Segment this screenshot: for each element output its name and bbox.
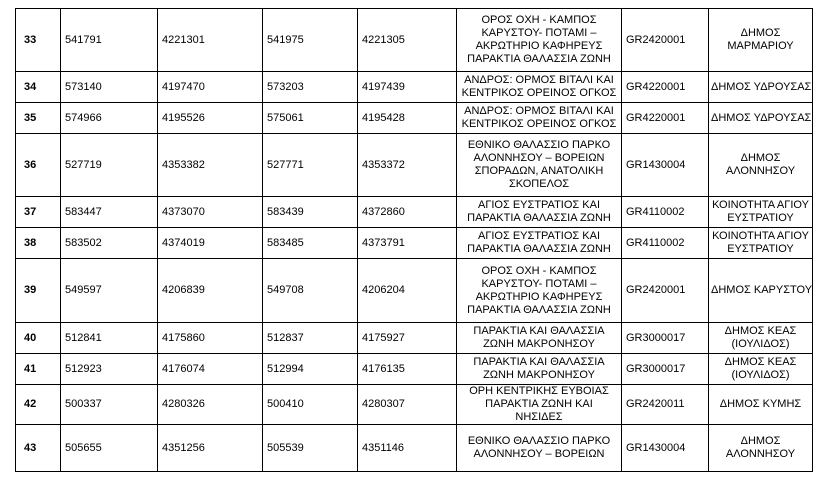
- y-coordinate-2: 4175927: [358, 323, 457, 354]
- table-row: [16, 103, 813, 134]
- y-coordinate-1: 4351256: [158, 425, 263, 472]
- protected-area-name-line: ΣΠΟΡΑΔΩΝ, ΑΝΑΤΟΛΙΚΗ: [474, 165, 604, 177]
- x-coordinate-1: 573140: [61, 72, 158, 103]
- municipality: [709, 425, 813, 472]
- x-coordinate-1: 512923: [61, 354, 158, 385]
- protected-area-name-line: ΚΕΝΤΡΙΚΟΣ ΟΡΕΙΝΟΣ ΟΓΚΟΣ: [461, 118, 617, 130]
- y-coordinate-2: 4197439: [358, 72, 457, 103]
- municipality-line: ΜΑΡΜΑΡΙΟΥ: [727, 40, 794, 52]
- x-coordinate-1: 549597: [61, 259, 158, 323]
- municipality-line: ΕΥΣΤΡΑΤΙΟΥ: [727, 243, 794, 255]
- municipality-line: ΔΗΜΟΣ ΚΑΡΥΣΤΟΥ: [711, 284, 813, 296]
- municipality-line: (ΙΟΥΛΙΔΟΣ): [731, 338, 790, 350]
- protected-area-name-line: ΠΑΡΑΚΤΙΑ ΘΑΛΑΣΣΙΑ ΖΩΝΗ: [467, 243, 611, 255]
- y-coordinate-2: 4206204: [358, 259, 457, 323]
- y-coordinate-1: 4373070: [158, 197, 263, 228]
- y-coordinate-2: 4351146: [358, 425, 457, 472]
- y-coordinate-1: 4197470: [158, 72, 263, 103]
- x-coordinate-1: 583502: [61, 228, 158, 259]
- protected-area-name-line: ΠΑΡΑΚΤΙΑ ΖΩΝΗ ΚΑΙ: [485, 398, 593, 410]
- protected-area-name-line: ΠΑΡΑΚΤΙΑ ΚΑΙ ΘΑΛΑΣΣΙΑ: [473, 356, 605, 368]
- protected-area-name-line: ΑΚΡΩΤΗΡΙΟ ΚΑΦΗΡΕΥΣ: [475, 40, 603, 52]
- row-number: 42: [16, 385, 61, 425]
- table-row: [16, 323, 813, 354]
- site-code: GR3000017: [622, 323, 709, 354]
- y-coordinate-1: 4206839: [158, 259, 263, 323]
- municipality: [709, 259, 813, 323]
- protected-area-name-line: ΠΑΡΑΚΤΙΑ ΘΑΛΑΣΣΙΑ ΖΩΝΗ: [467, 303, 611, 316]
- protected-area-name: [457, 228, 622, 259]
- municipality-line: ΚΟΙΝΟΤΗΤΑ ΑΓΙΟΥ: [712, 230, 809, 242]
- site-code: GR3000017: [622, 354, 709, 385]
- table-row: [16, 385, 813, 425]
- protected-area-name-line: ΟΡΟΣ ΟΧΗ - ΚΑΜΠΟΣ: [481, 14, 597, 26]
- protected-area-name-line: ΖΩΝΗ ΜΑΚΡΟΝΗΣΟΥ: [483, 369, 595, 381]
- y-coordinate-2: 4195428: [358, 103, 457, 134]
- protected-area-name-line: ΚΑΡΥΣΤΟΥ- ΠΟΤΑΜΙ –: [481, 27, 597, 39]
- x-coordinate-2: 583439: [263, 197, 358, 228]
- protected-area-name-line: ΑΛΟΝΝΗΣΟΥ – ΒΟΡΕΙΩΝ: [473, 448, 605, 460]
- protected-area-name-line: ΠΑΡΑΚΤΙΑ ΚΑΙ ΘΑΛΑΣΣΙΑ: [473, 325, 605, 337]
- protected-area-name: [457, 103, 622, 134]
- table-row: [16, 134, 813, 197]
- row-number: 35: [16, 103, 61, 134]
- municipality: [709, 72, 813, 103]
- site-code: GR4220001: [622, 72, 709, 103]
- site-code: GR2420001: [622, 259, 709, 323]
- y-coordinate-2: 4372860: [358, 197, 457, 228]
- y-coordinate-2: 4373791: [358, 228, 457, 259]
- x-coordinate-2: 575061: [263, 103, 358, 134]
- x-coordinate-1: 527719: [61, 134, 158, 197]
- y-coordinate-1: 4176074: [158, 354, 263, 385]
- x-coordinate-2: 505539: [263, 425, 358, 472]
- x-coordinate-2: 500410: [263, 385, 358, 425]
- y-coordinate-2: 4280307: [358, 385, 457, 425]
- municipality-line: ΔΗΜΟΣ ΥΔΡΟΥΣΑΣ: [711, 111, 812, 124]
- x-coordinate-2: 541975: [263, 9, 358, 72]
- municipality-line: ΔΗΜΟΣ ΚΕΑΣ: [724, 356, 797, 368]
- municipality: [709, 228, 813, 259]
- x-coordinate-1: 583447: [61, 197, 158, 228]
- protected-area-name-line: ΕΘΝΙΚΟ ΘΑΛΑΣΣΙΟ ΠΑΡΚΟ: [467, 139, 611, 151]
- protected-area-name-line: ΑΝΔΡΟΣ: ΟΡΜΟΣ ΒΙΤΑΛΙ ΚΑΙ: [464, 74, 614, 86]
- x-coordinate-2: 512837: [263, 323, 358, 354]
- x-coordinate-2: 512994: [263, 354, 358, 385]
- x-coordinate-2: 549708: [263, 259, 358, 323]
- municipality-line: ΔΗΜΟΣ ΚΥΜΗΣ: [719, 398, 802, 410]
- protected-area-name-line: ΑΚΡΩΤΗΡΙΟ ΚΑΦΗΡΕΥΣ: [475, 290, 603, 303]
- site-code: GR2420001: [622, 9, 709, 72]
- table-row: [16, 228, 813, 259]
- protected-area-name: [457, 259, 622, 323]
- protected-area-name-line: ΚΑΡΥΣΤΟΥ- ΠΟΤΑΜΙ –: [481, 277, 597, 290]
- row-number: 41: [16, 354, 61, 385]
- municipality-line: ΑΛΟΝΝΗΣΟΥ: [725, 448, 796, 460]
- municipality-line: ΕΥΣΤΡΑΤΙΟΥ: [727, 212, 794, 224]
- protected-area-name-line: ΑΓΙΟΣ ΕΥΣΤΡΑΤΙΟΣ ΚΑΙ: [477, 230, 600, 242]
- site-code: GR4110002: [622, 197, 709, 228]
- y-coordinate-2: 4176135: [358, 354, 457, 385]
- coordinates-table: [15, 8, 813, 472]
- site-code: GR1430004: [622, 134, 709, 197]
- municipality-line: ΑΛΟΝΝΗΣΟΥ: [725, 165, 796, 177]
- table-row: [16, 9, 813, 72]
- protected-area-name-line: ΕΘΝΙΚΟ ΘΑΛΑΣΣΙΟ ΠΑΡΚΟ: [467, 435, 611, 447]
- x-coordinate-1: 505655: [61, 425, 158, 472]
- y-coordinate-1: 4195526: [158, 103, 263, 134]
- x-coordinate-2: 573203: [263, 72, 358, 103]
- table-row: [16, 354, 813, 385]
- protected-area-name: [457, 385, 622, 425]
- site-code: GR4220001: [622, 103, 709, 134]
- protected-area-name-line: ΠΑΡΑΚΤΙΑ ΘΑΛΑΣΣΙΑ ΖΩΝΗ: [467, 212, 611, 224]
- municipality-line: (ΙΟΥΛΙΔΟΣ): [731, 369, 790, 381]
- protected-area-name: [457, 323, 622, 354]
- municipality: [709, 197, 813, 228]
- protected-area-name: [457, 9, 622, 72]
- protected-area-name-line: ΝΗΣΙΔΕΣ: [515, 411, 563, 423]
- row-number: 38: [16, 228, 61, 259]
- municipality: [709, 354, 813, 385]
- municipality-line: ΔΗΜΟΣ: [740, 152, 781, 164]
- row-number: 33: [16, 9, 61, 72]
- row-number: 36: [16, 134, 61, 197]
- protected-area-name-line: ΠΑΡΑΚΤΙΑ ΘΑΛΑΣΣΙΑ ΖΩΝΗ: [467, 53, 611, 65]
- table-row: [16, 259, 813, 323]
- protected-area-name-line: ΟΡΗ ΚΕΝΤΡΙΚΗΣ ΕΥΒΟΙΑΣ: [469, 385, 609, 397]
- x-coordinate-1: 574966: [61, 103, 158, 134]
- site-code: GR4110002: [622, 228, 709, 259]
- table-row: [16, 425, 813, 472]
- protected-area-name: [457, 197, 622, 228]
- row-number: 39: [16, 259, 61, 323]
- site-code: GR2420011: [622, 385, 709, 425]
- protected-area-name: [457, 354, 622, 385]
- municipality-line: ΚΟΙΝΟΤΗΤΑ ΑΓΙΟΥ: [712, 199, 809, 211]
- site-code: GR1430004: [622, 425, 709, 472]
- protected-area-name: [457, 72, 622, 103]
- protected-area-name-line: ΟΡΟΣ ΟΧΗ - ΚΑΜΠΟΣ: [481, 264, 597, 277]
- x-coordinate-2: 527771: [263, 134, 358, 197]
- protected-area-name-line: ΑΛΟΝΝΗΣΟΥ – ΒΟΡΕΙΩΝ: [473, 152, 605, 164]
- protected-area-name: [457, 425, 622, 472]
- protected-area-name-line: ΣΚΟΠΕΛΟΣ: [508, 178, 570, 190]
- row-number: 34: [16, 72, 61, 103]
- protected-area-name-line: ΖΩΝΗ ΜΑΚΡΟΝΗΣΟΥ: [483, 338, 595, 350]
- x-coordinate-2: 583485: [263, 228, 358, 259]
- municipality: [709, 9, 813, 72]
- y-coordinate-1: 4221301: [158, 9, 263, 72]
- x-coordinate-1: 512841: [61, 323, 158, 354]
- y-coordinate-1: 4374019: [158, 228, 263, 259]
- protected-area-name-line: ΑΓΙΟΣ ΕΥΣΤΡΑΤΙΟΣ ΚΑΙ: [477, 199, 600, 211]
- table-body: [16, 9, 813, 472]
- y-coordinate-1: 4175860: [158, 323, 263, 354]
- municipality-line: ΔΗΜΟΣ ΚΕΑΣ: [724, 325, 797, 337]
- table-row: [16, 197, 813, 228]
- y-coordinate-1: 4353382: [158, 134, 263, 197]
- table-row: [16, 72, 813, 103]
- municipality: [709, 323, 813, 354]
- y-coordinate-2: 4221305: [358, 9, 457, 72]
- x-coordinate-1: 500337: [61, 385, 158, 425]
- protected-area-name: [457, 134, 622, 197]
- protected-area-name-line: ΑΝΔΡΟΣ: ΟΡΜΟΣ ΒΙΤΑΛΙ ΚΑΙ: [464, 105, 614, 117]
- row-number: 43: [16, 425, 61, 472]
- y-coordinate-1: 4280326: [158, 385, 263, 425]
- protected-area-name-line: ΚΕΝΤΡΙΚΟΣ ΟΡΕΙΝΟΣ ΟΓΚΟΣ: [461, 87, 617, 99]
- municipality: [709, 134, 813, 197]
- municipality: [709, 385, 813, 425]
- municipality: [709, 103, 813, 134]
- municipality-line: ΔΗΜΟΣ ΥΔΡΟΥΣΑΣ: [711, 80, 812, 93]
- row-number: 40: [16, 323, 61, 354]
- y-coordinate-2: 4353372: [358, 134, 457, 197]
- municipality-line: ΔΗΜΟΣ: [740, 435, 781, 447]
- x-coordinate-1: 541791: [61, 9, 158, 72]
- municipality-line: ΔΗΜΟΣ: [740, 27, 781, 39]
- row-number: 37: [16, 197, 61, 228]
